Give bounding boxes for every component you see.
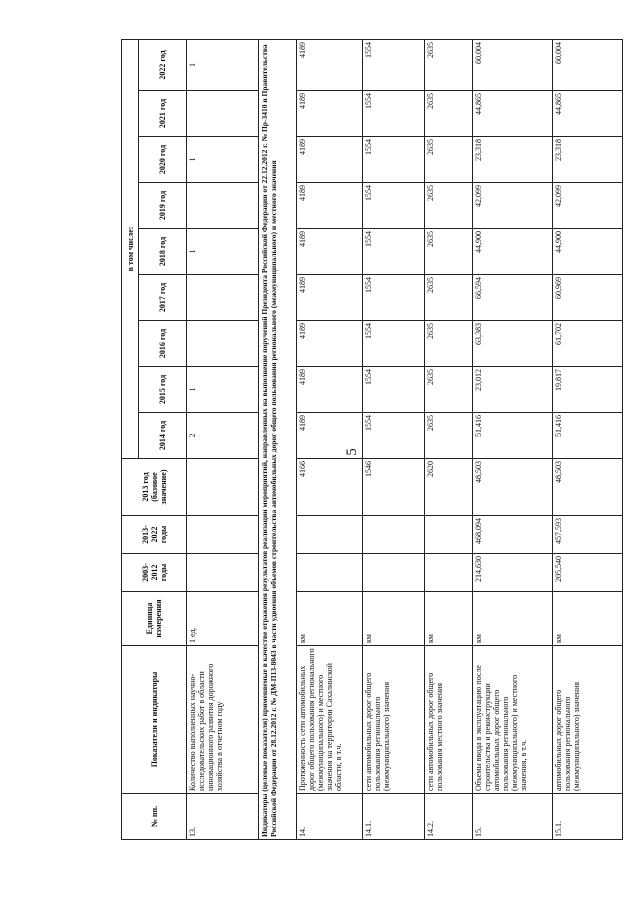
- row-2003-2012: [297, 554, 363, 592]
- row-2013: [187, 459, 259, 516]
- table-row: [425, 39, 473, 839]
- row-year-value: 61,702: [553, 321, 623, 367]
- row-year-value: 60,004: [553, 39, 623, 90]
- row-year-value: 63,383: [473, 321, 553, 367]
- header-year: 2020 год: [139, 137, 187, 183]
- row-year-value: 42,099: [473, 183, 553, 229]
- row-2013: 1546: [363, 459, 425, 516]
- row-year-value: 1554: [363, 275, 425, 321]
- row-year-value: 1: [187, 229, 259, 275]
- row-2013-2022: [425, 516, 473, 554]
- row-unit: км: [473, 592, 553, 646]
- row-indicator: сети автомобильных дорог общего пользования местного значения: [425, 646, 473, 794]
- row-year-value: 23,318: [553, 137, 623, 183]
- row-2013: 2620: [425, 459, 473, 516]
- row-unit: 1 ед.: [187, 592, 259, 646]
- row-number: 14.: [297, 794, 363, 840]
- row-year-value: 4189: [297, 183, 363, 229]
- row-year-value: 2635: [425, 183, 473, 229]
- row-year-value: 4189: [297, 137, 363, 183]
- row-year-value: 2635: [425, 275, 473, 321]
- header-year: 2015 год: [139, 367, 187, 413]
- row-year-value: 2635: [425, 367, 473, 413]
- row-year-value: 1554: [363, 367, 425, 413]
- table-row: [297, 39, 363, 839]
- header-year: 2016 год: [139, 321, 187, 367]
- row-year-value: 2635: [425, 39, 473, 90]
- row-year-value: 1554: [363, 91, 425, 137]
- row-indicator: Количество выполненных научно-исследовательских работ в области инновационного развития дорожного хозяйства в отчетном году: [187, 646, 259, 794]
- row-year-value: 1554: [363, 137, 425, 183]
- row-unit: км: [553, 592, 623, 646]
- row-2003-2012: 214,630: [473, 554, 553, 592]
- table-row: [553, 39, 623, 839]
- row-year-value: 51,416: [553, 413, 623, 459]
- indicators-table: [121, 39, 623, 840]
- row-year-value: 4189: [297, 39, 363, 90]
- header-including: в том числе:: [122, 39, 139, 458]
- row-year-value: 2635: [425, 91, 473, 137]
- row-unit: км: [425, 592, 473, 646]
- header-year: 2017 год: [139, 275, 187, 321]
- row-indicator: Объемы ввода в эксплуатацию после строительства и реконструкции автомобильных дорог общего пользования регионального (межмуниципального) и местного значения, в т.ч.: [473, 646, 553, 794]
- header-year: 2014 год: [139, 413, 187, 459]
- row-year-value: 1554: [363, 39, 425, 90]
- row-number: 14.1.: [363, 794, 425, 840]
- row-year-value: [187, 275, 259, 321]
- header-year: 2018 год: [139, 229, 187, 275]
- row-year-value: 1554: [363, 229, 425, 275]
- row-year-value: 4189: [297, 321, 363, 367]
- row-2003-2012: [187, 554, 259, 592]
- header-2013-2022: 2013-2022 годы: [122, 516, 187, 554]
- row-2013: 48,503: [553, 459, 623, 516]
- row-year-value: [187, 183, 259, 229]
- row-year-value: 66,594: [473, 275, 553, 321]
- row-year-value: 2635: [425, 321, 473, 367]
- table-row: [187, 39, 259, 839]
- row-2013: 4166: [297, 459, 363, 516]
- row-number: 15.1.: [553, 794, 623, 840]
- rotated-table-container: [121, 40, 631, 840]
- row-2013-2022: 468,094: [473, 516, 553, 554]
- row-number: 13.: [187, 794, 259, 840]
- row-year-value: 23,012: [473, 367, 553, 413]
- row-year-value: 4189: [297, 275, 363, 321]
- row-2013-2022: 457,593: [553, 516, 623, 554]
- row-number: 14.2.: [425, 794, 473, 840]
- row-year-value: 2635: [425, 229, 473, 275]
- row-year-value: 1: [187, 137, 259, 183]
- row-year-value: 44,900: [473, 229, 553, 275]
- row-year-value: 2635: [425, 137, 473, 183]
- row-2013-2022: [297, 516, 363, 554]
- row-indicator: сети автомобильных дорог общего пользования регионального (межмуниципального) значения: [363, 646, 425, 794]
- row-unit: км: [363, 592, 425, 646]
- row-2013-2022: [363, 516, 425, 554]
- header-unit: Единица измерения: [122, 592, 187, 646]
- row-year-value: 1: [187, 39, 259, 90]
- section-row: [259, 39, 297, 839]
- header-year: 2021 год: [139, 91, 187, 137]
- row-year-value: 4189: [297, 91, 363, 137]
- header-2013: 2013 год (базовое значение): [122, 459, 187, 516]
- table-row: [473, 39, 553, 839]
- row-year-value: [187, 91, 259, 137]
- row-year-value: 60,004: [473, 39, 553, 90]
- row-year-value: 4189: [297, 413, 363, 459]
- row-unit: км: [297, 592, 363, 646]
- row-year-value: 19,817: [553, 367, 623, 413]
- page-number: 5: [344, 448, 360, 456]
- row-year-value: 4189: [297, 229, 363, 275]
- row-year-value: [187, 321, 259, 367]
- header-year: 2019 год: [139, 183, 187, 229]
- row-year-value: 1554: [363, 413, 425, 459]
- row-number: 15.: [473, 794, 553, 840]
- row-2013: 48,503: [473, 459, 553, 516]
- header-2003-2012: 2003-2012 годы: [122, 554, 187, 592]
- row-year-value: 42,099: [553, 183, 623, 229]
- section-title: Индикаторы (целевые показатели) применяемые в качестве отражения результатов реализации мероприятий, направленных на выполнение поручений Президента Российской Федерации от 22.12.2012 г. № Пр-3410 и Правительства Российской Федерации от 28.12.2012 г. № ДМ-П13-8043 в части удвоения объемов строительства автомобильных дорог общего пользования регионального (межмуниципального) и местного значения: [259, 39, 297, 839]
- row-year-value: 2635: [425, 413, 473, 459]
- table-row: [363, 39, 425, 839]
- row-year-value: 44,865: [473, 91, 553, 137]
- row-indicator: автомобильных дорог общего пользования регионального (межмуниципального) значения: [553, 646, 623, 794]
- row-year-value: 1554: [363, 321, 425, 367]
- row-year-value: 2: [187, 413, 259, 459]
- header-no: № пп.: [122, 794, 187, 840]
- row-2003-2012: [363, 554, 425, 592]
- row-indicator: Протяженность сети автомобильных дорог общего пользования регионального (межмуниципального) и местного значения на территории Сахалинской области, в т.ч.: [297, 646, 363, 794]
- row-year-value: 1554: [363, 183, 425, 229]
- row-2003-2012: 205,540: [553, 554, 623, 592]
- row-year-value: 1: [187, 367, 259, 413]
- row-year-value: 51,416: [473, 413, 553, 459]
- header-year: 2022 год: [139, 39, 187, 90]
- row-2003-2012: [425, 554, 473, 592]
- row-year-value: 44,900: [553, 229, 623, 275]
- header-indicator: Показатели и индикаторы: [122, 646, 187, 794]
- row-2013-2022: [187, 516, 259, 554]
- row-year-value: 44,865: [553, 91, 623, 137]
- row-year-value: 60,969: [553, 275, 623, 321]
- row-year-value: 23,318: [473, 137, 553, 183]
- row-year-value: 4189: [297, 367, 363, 413]
